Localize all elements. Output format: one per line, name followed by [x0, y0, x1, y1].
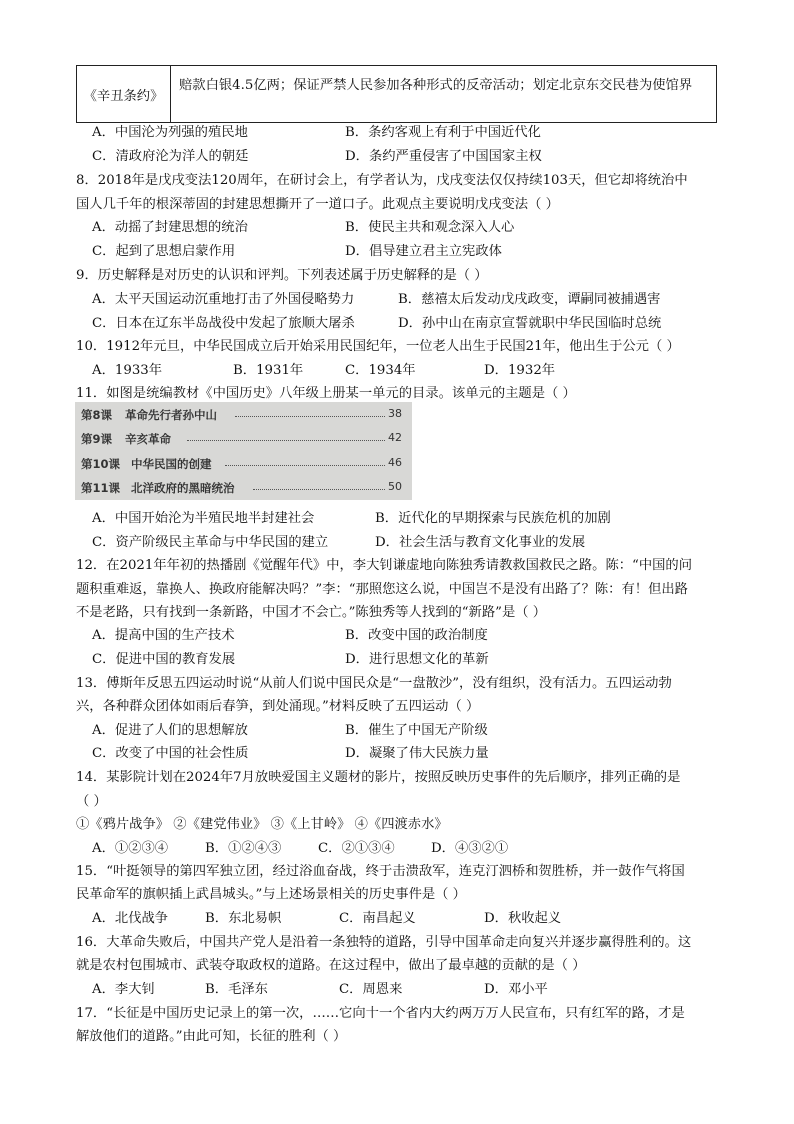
toc-lesson-title: 北洋政府的黑暗统治 — [131, 481, 235, 495]
toc-leader-dots — [235, 416, 385, 417]
q14-option-d[interactable]: D．④③②① — [431, 841, 509, 856]
q11-option-b[interactable]: B．近代化的早期探索与民族危机的加剧 — [375, 511, 611, 526]
q13-option-b[interactable]: B．催生了中国无产阶级 — [345, 723, 488, 738]
q11-option-c[interactable]: C．资产阶级民主革命与中华民国的建立 — [92, 535, 329, 550]
q13-option-a[interactable]: A．促进了人们的思想解放 — [92, 723, 248, 738]
q7-option-a[interactable]: A．中国沦为列强的殖民地 — [92, 125, 248, 140]
q10-stem: 10．1912年元旦，中华民国成立后开始采用民国纪年，一位老人出生于民国21年，他出生于公元（ ） — [76, 339, 680, 354]
q13-stem-line1: 13．傅斯年反思五四运动时说“从前人们说中国民众是“一盘散沙”，没有组织，没有活力。五四运动勃 — [76, 676, 672, 691]
q16-option-a[interactable]: A．李大钊 — [92, 982, 155, 997]
toc-page-number: 50 — [388, 480, 402, 493]
q12-option-c[interactable]: C．促进中国的教育发展 — [92, 652, 236, 667]
q9-option-c[interactable]: C．日本在辽东半岛战役中发起了旅顺大屠杀 — [92, 316, 355, 331]
treaty-name: 《辛丑条约》 — [83, 88, 164, 104]
toc-row — [75, 402, 412, 426]
q16-option-c[interactable]: C．周恩来 — [339, 982, 403, 997]
q12-option-b[interactable]: B．改变中国的政治制度 — [345, 628, 488, 643]
q14-film-list: ①《鸦片战争》 ②《建党伟业》 ③《上甘岭》 ④《四渡赤水》 — [76, 817, 448, 832]
q11-option-a[interactable]: A．中国开始沦为半殖民地半封建社会 — [92, 511, 315, 526]
q13-option-d[interactable]: D．凝聚了伟大民族力量 — [345, 746, 489, 761]
toc-lesson-number: 第10课 — [81, 457, 121, 471]
treaty-table — [76, 65, 717, 123]
q15-option-b[interactable]: B．东北易帜 — [205, 911, 282, 926]
q7-option-c[interactable]: C．清政府沦为洋人的朝廷 — [92, 149, 249, 164]
q9-option-a[interactable]: A．太平天国运动沉重地打击了外国侵略势力 — [92, 292, 355, 307]
q11-option-d[interactable]: D．社会生活与教育文化事业的发展 — [375, 535, 586, 550]
q15-option-a[interactable]: A．北伐战争 — [92, 911, 169, 926]
toc-leader-dots — [225, 465, 385, 466]
treaty-content: 赔款白银4.5亿两；保证严禁人民参加各种形式的反帝活动；划定北京东交民巷为使馆界 — [179, 78, 693, 93]
toc-page-number: 46 — [388, 456, 402, 469]
q14-stem-line2: （ ） — [76, 794, 107, 809]
q8-option-c[interactable]: C．起到了思想启蒙作用 — [92, 244, 236, 259]
q10-option-a[interactable]: A．1933年 — [92, 363, 163, 378]
q14-option-c[interactable]: C．②①③④ — [318, 841, 395, 856]
q8-option-a[interactable]: A．动摇了封建思想的统治 — [92, 220, 248, 235]
q8-option-d[interactable]: D．倡导建立君主立宪政体 — [345, 244, 502, 259]
q14-stem-line1: 14．某影院计划在2024年7月放映爱国主义题材的影片，按照反映历史事件的先后顺序，排列正确的是 — [76, 770, 681, 785]
q12-option-d[interactable]: D．进行思想文化的革新 — [345, 652, 489, 667]
toc-row — [75, 475, 412, 499]
q16-option-b[interactable]: B．毛泽东 — [205, 982, 268, 997]
q9-stem: 9．历史解释是对历史的认识和评判。下列表述属于历史解释的是（ ） — [76, 268, 488, 283]
toc-leader-dots — [253, 489, 385, 490]
q15-stem-line1: 15．“叶挺领导的第四军独立团，经过浴血奋战，终于击溃敌军，连克汀泗桥和贺胜桥，并一鼓作气将国 — [76, 864, 685, 879]
q8-stem-line2: 国人几千年的根深蒂固的封建思想撕开了一道口子。此观点主要说明戊戌变法（ ） — [76, 197, 559, 212]
q12-stem-line1: 12．在2021年年初的热播剧《觉醒年代》中，李大钊谦虚地向陈独秀请教救国救民之路。陈：“中国的问 — [76, 558, 693, 573]
toc-lesson-title: 革命先行者孙中山 — [125, 408, 217, 422]
q10-option-b[interactable]: B．1931年 — [233, 363, 304, 378]
q16-stem-line1: 16．大革命失败后，中国共产党人是沿着一条独特的道路，引导中国革命走向复兴并逐步赢得胜利的。这 — [76, 935, 692, 950]
q16-stem-line2: 就是农村包围城市、武装夺取政权的道路。在这过程中，做出了最卓越的贡献的是（ ） — [76, 958, 586, 973]
toc-row — [75, 451, 412, 475]
q14-option-b[interactable]: B．①②④③ — [205, 841, 282, 856]
q13-option-c[interactable]: C．改变了中国的社会性质 — [92, 746, 249, 761]
q12-stem-line3: 不是老路，只有找到一条新路，中国才不会亡。”陈独秀等人找到的“新路”是（ ） — [76, 605, 547, 620]
treaty-name-cell — [77, 66, 171, 122]
toc-row — [75, 426, 412, 450]
q10-option-c[interactable]: C．1934年 — [345, 363, 416, 378]
toc-leader-dots — [187, 440, 385, 441]
q17-stem-line1: 17．“长征是中国历史记录上的第一次，……它向十一个省内大约两万万人民宣布，只有红军的路，才是 — [76, 1006, 685, 1021]
toc-lesson-number: 第9课 — [81, 432, 113, 446]
toc-page-number: 38 — [388, 407, 402, 420]
toc-lesson-title: 中华民国的创建 — [131, 457, 212, 471]
q11-stem: 11．如图是统编教材《中国历史》八年级上册某一单元的目录。该单元的主题是（ ） — [76, 386, 576, 401]
q15-option-d[interactable]: D．秋收起义 — [484, 911, 562, 926]
toc-lesson-title: 辛亥革命 — [125, 432, 171, 446]
toc-lesson-number: 第11课 — [81, 481, 121, 495]
q12-option-a[interactable]: A．提高中国的生产技术 — [92, 628, 235, 643]
q9-option-b[interactable]: B．慈禧太后发动戊戌政变，谭嗣同被捕遇害 — [398, 292, 661, 307]
q14-option-a[interactable]: A．①②③④ — [92, 841, 169, 856]
q8-stem-line1: 8．2018年是戊戌变法120周年，在研讨会上，有学者认为，戊戌变法仅仅持续103天，但它却将统治中 — [76, 173, 688, 188]
q9-option-d[interactable]: D．孙中山在南京宣誓就职中华民国临时总统 — [398, 316, 662, 331]
q7-option-b[interactable]: B．条约客观上有利于中国近代化 — [345, 125, 541, 140]
q12-stem-line2: 题积重难返，靠换人、换政府能解决吗？”李：“那照您这么说，中国岂不是没有出路了？陈：有！但出路 — [76, 582, 688, 597]
q16-option-d[interactable]: D．邓小平 — [484, 982, 548, 997]
q13-stem-line2: 兴，各种群众团体如雨后春笋，到处涌现。”材料反映了五四运动（ ） — [76, 699, 480, 714]
q15-stem-line2: 民革命军的旗帜插上武昌城头。”与上述场景相关的历史事件是（ ） — [76, 887, 466, 902]
q7-option-d[interactable]: D．条约严重侵害了中国国家主权 — [345, 149, 542, 164]
q17-stem-line2: 解放他们的道路。”由此可知，长征的胜利（ ） — [76, 1029, 347, 1044]
q10-option-d[interactable]: D．1932年 — [484, 363, 556, 378]
q8-option-b[interactable]: B．使民主共和观念深入人心 — [345, 220, 515, 235]
table-of-contents-image — [75, 402, 412, 500]
toc-page-number: 42 — [388, 431, 402, 444]
q15-option-c[interactable]: C．南昌起义 — [339, 911, 416, 926]
toc-lesson-number: 第8课 — [81, 408, 113, 422]
